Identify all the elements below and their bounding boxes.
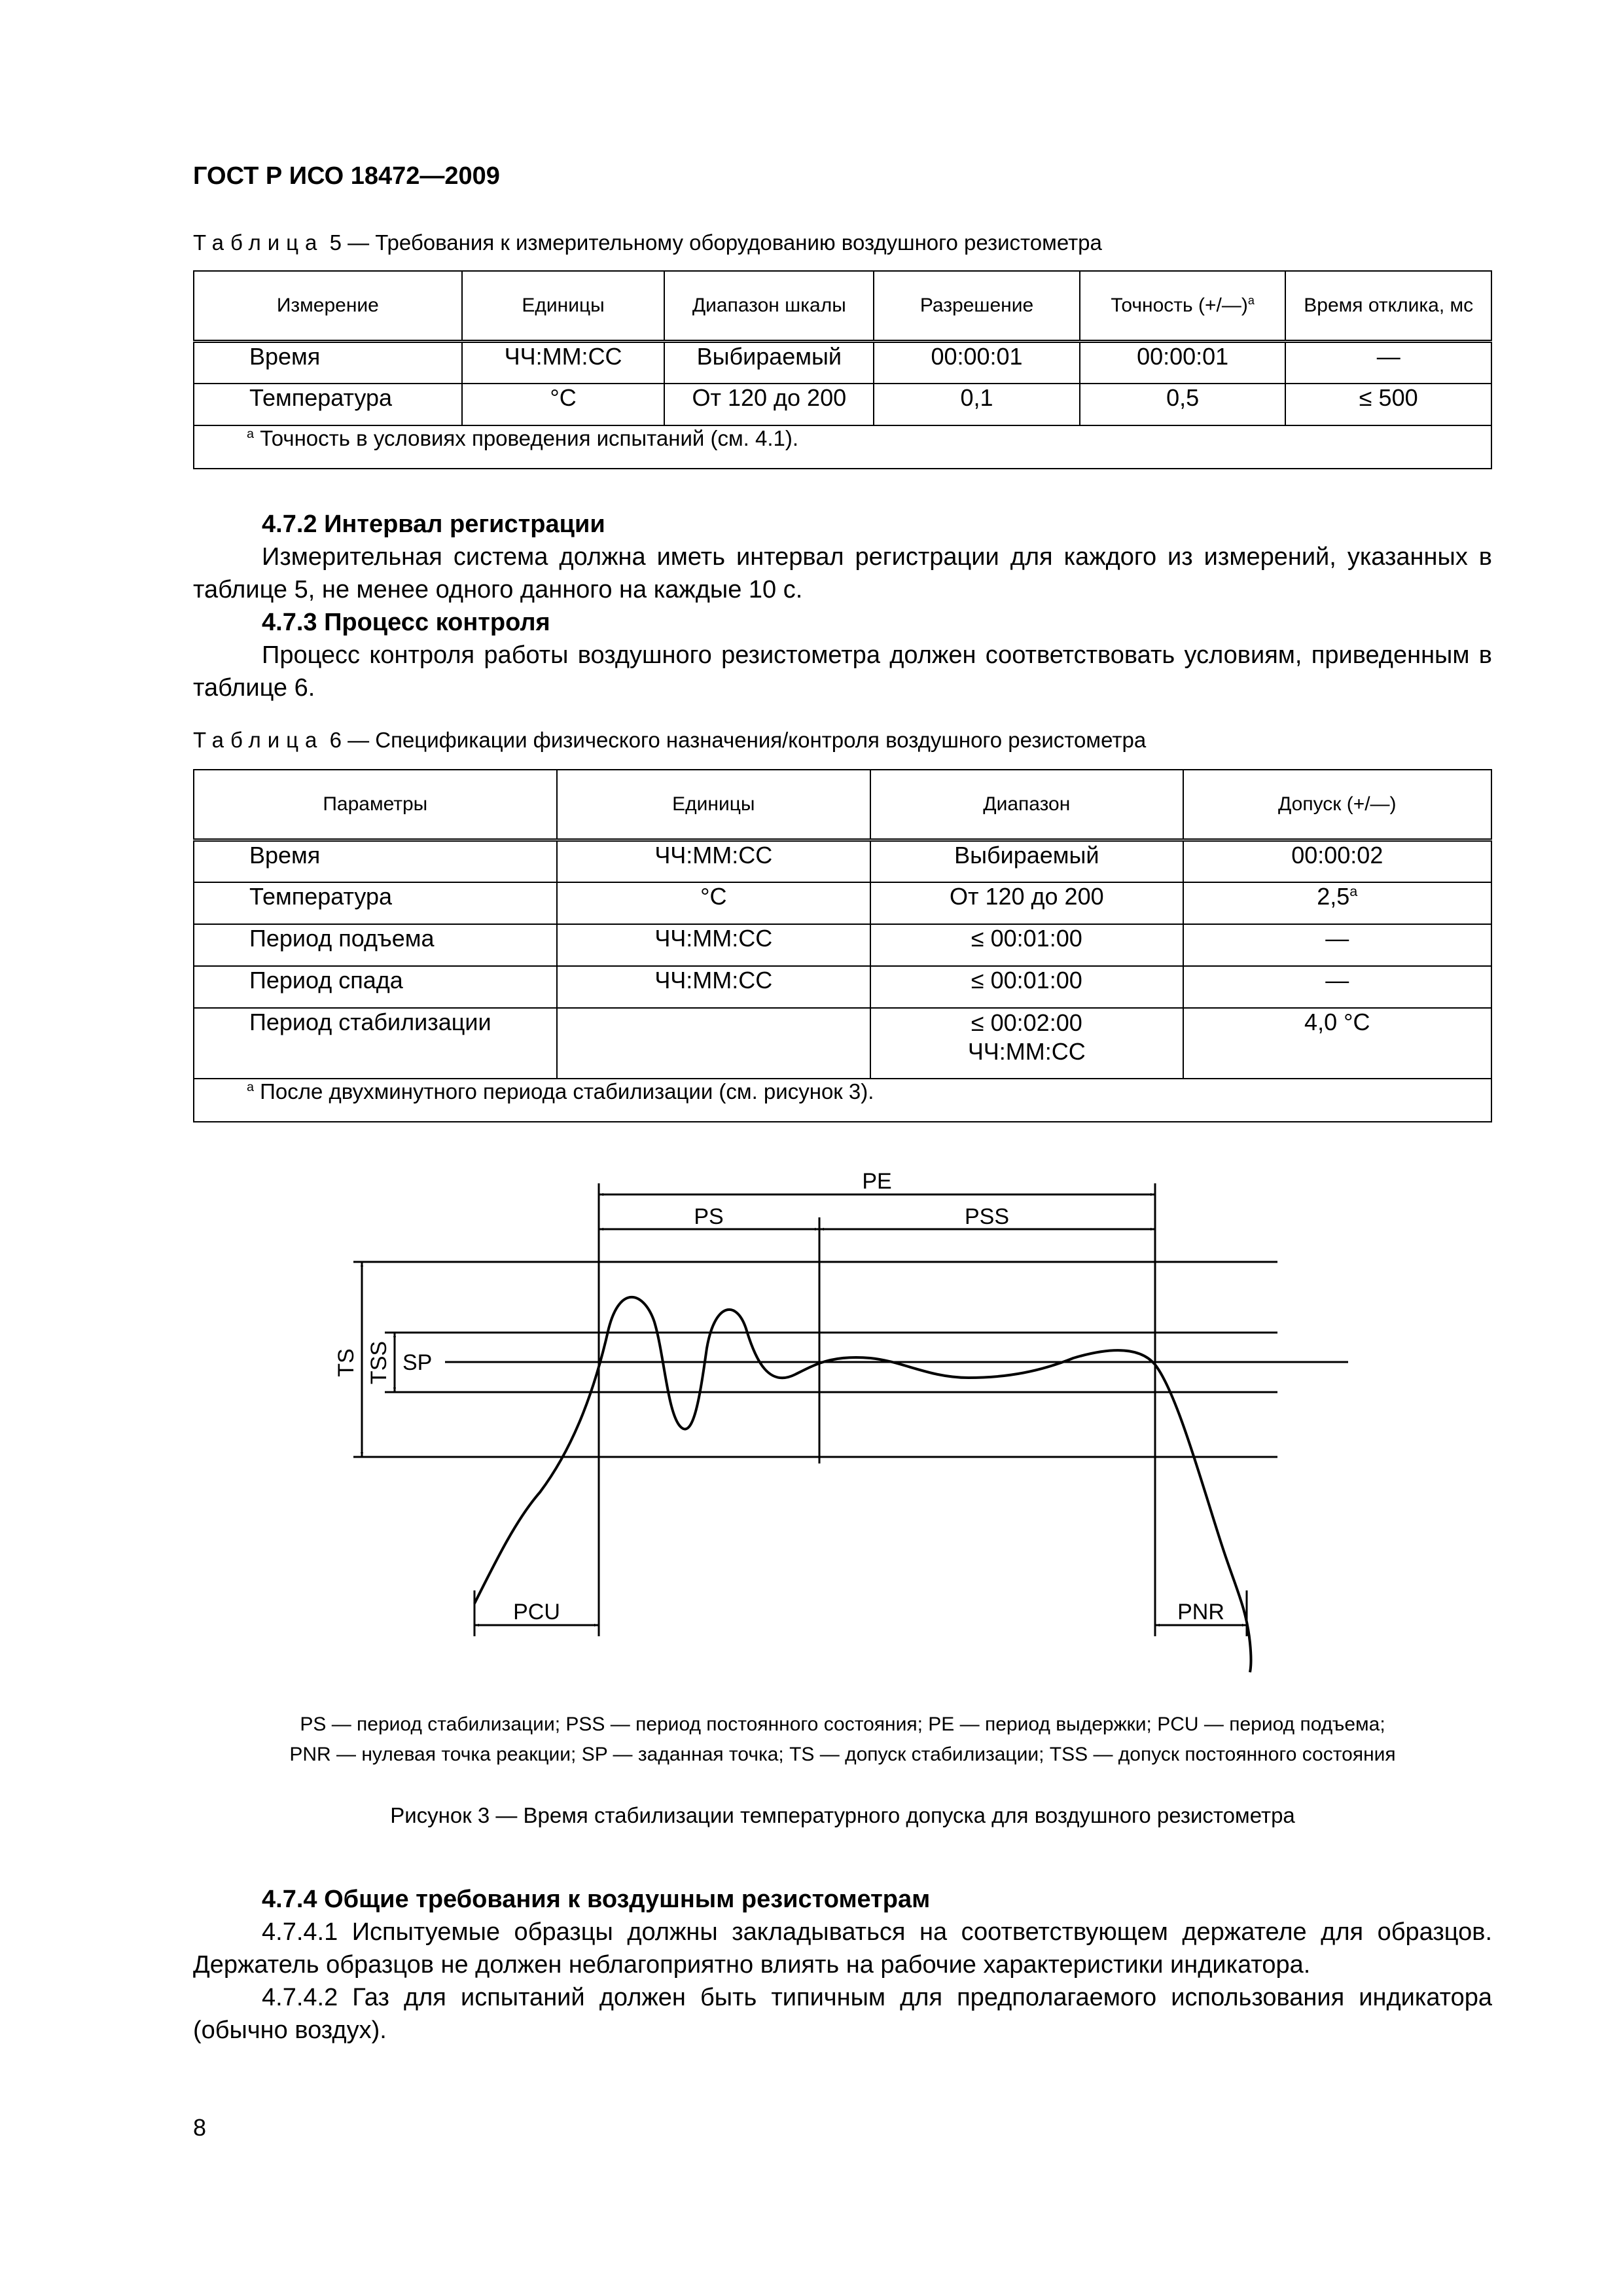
label-sp: SP (402, 1350, 433, 1375)
table5-header-cell: Измерение (194, 271, 462, 342)
table5-caption-prefix: Таблица (193, 230, 324, 255)
table-cell: От 120 до 200 (664, 384, 874, 425)
footnote-mark: a (1349, 882, 1358, 899)
table-cell: ЧЧ:ММ:СС (462, 342, 665, 384)
footnote-text: После двухминутного периода стабилизации (см. рисунок 3). (254, 1079, 874, 1103)
table-cell: Время (194, 840, 557, 882)
label-tss: TSS (366, 1340, 391, 1385)
figure-legend (193, 1710, 1492, 1770)
page-number: 8 (193, 2114, 207, 2141)
table-cell: Период стабилизации (194, 1008, 557, 1079)
figure-caption: Рисунок 3 — Время стабилизации температурного допуска для воздушного резистометра (390, 1803, 1295, 1827)
table6-header-cell: Диапазон (870, 770, 1183, 840)
table6-caption-text: 6 — Спецификации физического назначения/контроля воздушного резистометра (329, 728, 1147, 752)
table-cell: °С (462, 384, 665, 425)
paragraph: Процесс контроля работы воздушного резистометра должен соответствовать условиям, приведенным в таблице 6. (193, 641, 1492, 702)
table5-header-text: Точность (+/—) (1111, 295, 1248, 316)
table5-header-cell: Диапазон шкалы (664, 271, 874, 342)
label-ts: TS (334, 1348, 359, 1377)
table-cell: 00:00:02 (1183, 840, 1491, 882)
table-cell: Период подъема (194, 924, 557, 966)
paragraph: 4.7.4.2 Газ для испытаний должен быть типичным для предполагаемого использования индикатора (обычно воздух). (193, 1984, 1492, 2044)
table-cell: — (1183, 924, 1491, 966)
label-ps: PS (694, 1204, 724, 1229)
table-cell: 0,5 (1080, 384, 1286, 425)
table5-header-cell: Разрешение (874, 271, 1080, 342)
table-cell: Температура (194, 384, 462, 425)
table-cell: Выбираемый (664, 342, 874, 384)
legend-line: PS — период стабилизации; PSS — период постоянного состояния; PE — период выдержки; PCU — период подъема; (300, 1713, 1385, 1735)
table-cell: Температура (194, 882, 557, 924)
table-cell: Период спада (194, 966, 557, 1008)
table5-header-cell: Время отклика, мс (1285, 271, 1491, 342)
table5-caption-text: 5 — Требования к измерительному оборудованию воздушного резистометра (329, 230, 1102, 255)
label-pnr: PNR (1177, 1600, 1224, 1624)
table-cell: ЧЧ:ММ:СС (557, 966, 870, 1008)
table-cell: 00:00:01 (874, 342, 1080, 384)
table6-header-cell: Параметры (194, 770, 557, 840)
paragraph: Измерительная система должна иметь интервал регистрации для каждого из измерений, указанных в таблице 5, не менее одного данного на каждые 10 с. (193, 543, 1492, 603)
table6-header-cell: Единицы (557, 770, 870, 840)
label-pcu: PCU (513, 1600, 560, 1624)
footnote-mark: a (1247, 294, 1255, 307)
table-cell: ≤ 00:01:00 (870, 966, 1183, 1008)
cell-text: 2,5 (1317, 882, 1350, 910)
table-cell: °С (557, 882, 870, 924)
table-cell: 0,1 (874, 384, 1080, 425)
footnote-text: Точность в условиях проведения испытаний (см. 4.1). (254, 425, 799, 450)
footnote-mark: a (247, 1079, 255, 1094)
label-pss: PSS (964, 1204, 1010, 1229)
table-cell: Выбираемый (870, 840, 1183, 882)
table-cell: — (1183, 966, 1491, 1008)
table-cell: ЧЧ:ММ:СС (557, 924, 870, 966)
table-cell: 00:00:01 (1080, 342, 1286, 384)
footnote-mark: a (247, 426, 255, 441)
section-heading: 4.7.4 Общие требования к воздушным резистометрам (262, 1886, 931, 1913)
table-cell: ЧЧ:ММ:СС (557, 840, 870, 882)
section-heading: 4.7.3 Процесс контроля (262, 609, 550, 636)
section-heading: 4.7.2 Интервал регистрации (262, 511, 605, 538)
legend-line: PNR — нулевая точка реакции; SP — заданная точка; TS — допуск стабилизации; TSS — допуск постоянного состояния (289, 1744, 1396, 1765)
label-pe: PE (862, 1169, 892, 1194)
ps-tolerance-box (599, 1262, 819, 1457)
table-cell: — (1285, 342, 1491, 384)
table5-header-cell: Единицы (462, 271, 665, 342)
paragraph: 4.7.4.1 Испытуемые образцы должны закладываться на соответствующем держателе для образцов. Держатель образцов не должен неблагоприятно влиять на рабочие характеристики индикатора. (193, 1918, 1492, 1979)
table6-header-cell: Допуск (+/—) (1183, 770, 1491, 840)
table-cell: Время (194, 342, 462, 384)
cell-text: ≤ 00:02:00 (971, 1009, 1082, 1036)
table-cell: ≤ 00:01:00 (870, 924, 1183, 966)
document-header: ГОСТ Р ИСО 18472—2009 (193, 162, 500, 190)
table-cell: 4,0 °С (1183, 1008, 1491, 1079)
cell-text: ЧЧ:ММ:СС (967, 1037, 1086, 1065)
section-474 (193, 1883, 1492, 2047)
temperature-response-curve (474, 1297, 1251, 1672)
table-cell: ≤ 500 (1285, 384, 1491, 425)
table-cell: От 120 до 200 (870, 882, 1183, 924)
table6-caption-prefix: Таблица (193, 728, 324, 752)
